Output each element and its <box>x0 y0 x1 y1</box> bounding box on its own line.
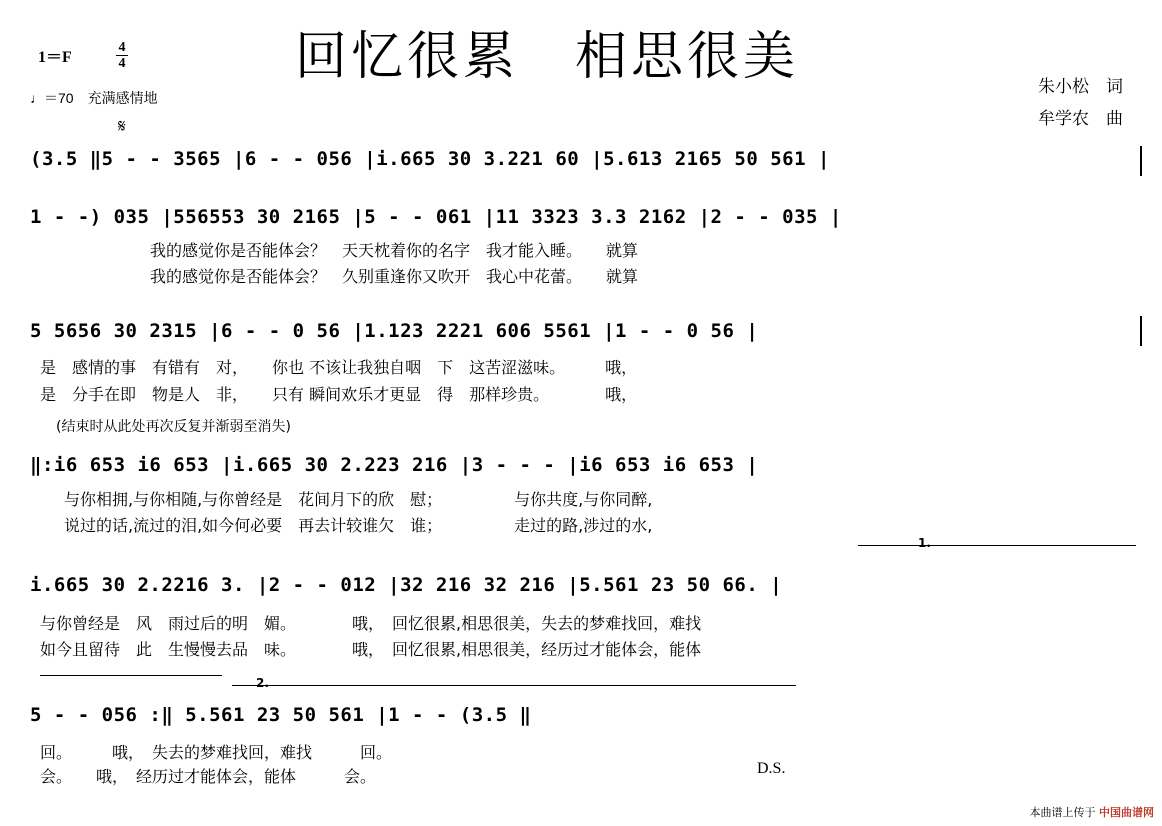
dal-segno-marking: D.S. <box>757 760 786 777</box>
volta-1-bracket <box>858 545 1136 546</box>
song-title: 回忆很累 相思很美 <box>295 27 800 87</box>
composer-credit: 牟学农 曲 <box>1038 109 1123 129</box>
time-signature <box>116 40 128 71</box>
time-signature-top: 4 <box>118 40 126 55</box>
key-signature: 1＝F <box>38 49 72 66</box>
tempo-marking: ♩＝70 充满感情地 <box>30 90 158 106</box>
site-logo[interactable]: 中国曲谱网 <box>1099 806 1154 819</box>
lyrics-line-4-verse-2: 说过的话,流过的泪,如今何必要 再去计较谁欠 谁； 走过的路,涉过的水, <box>64 516 653 535</box>
lyrics-line-4-verse-1: 与你相拥,与你相随,与你曾经是 花间月下的欣 慰； 与你共度,与你同醉, <box>64 490 653 509</box>
segno-icon: 𝄋 <box>118 116 126 137</box>
lyrics-line-6-verse-2: 会。 哦， 经历过才能体会，能体 会。 <box>40 767 377 786</box>
barline <box>1140 146 1142 176</box>
notation-line-3: 5 5656 30 2315 |6 - - 0 56 |1.123 2221 606 5561 |1 - - 0 56 | <box>30 320 759 342</box>
volta-1-continuation <box>40 675 222 676</box>
volta-2-bracket <box>232 685 796 686</box>
performance-note: (结束时从此处再次反复并渐弱至消失) <box>56 419 291 435</box>
footer-prefix: 本曲谱上传于 <box>1029 806 1096 819</box>
notation-line-2: 1 - -) 035 |556553 30 2165 |5 - - 061 |11 3323 3.3 2162 |2 - - 035 | <box>30 206 842 228</box>
lyrics-line-3-verse-2: 是 分手在即 物是人 非， 只有 瞬间欢乐才更显 得 那样珍贵。 哦， <box>40 385 638 404</box>
lyricist-credit: 朱小松 词 <box>1038 77 1123 97</box>
lyrics-line-2-verse-1: 我的感觉你是否能体会？ 天天枕着你的名字 我才能入睡。 就算 <box>150 241 639 260</box>
lyrics-line-5-verse-2: 如今且留待 此 生慢慢去品 味。 哦， 回忆很累,相思很美，经历过才能体会，能体 <box>40 640 702 659</box>
time-signature-bottom: 4 <box>118 56 126 71</box>
lyrics-line-3-verse-1: 是 感情的事 有错有 对， 你也 不该让我独自咽 下 这苦涩滋味。 哦， <box>40 358 638 377</box>
volta-2-label: 2. <box>256 676 269 690</box>
notation-line-1: (3.5 ‖5 - - 3565 |6 - - 056 |i.665 30 3.221 60 |5.613 2165 50 561 | <box>30 148 830 170</box>
lyrics-line-5-verse-1: 与你曾经是 风 雨过后的明 媚。 哦， 回忆很累,相思很美，失去的梦难找回，难找 <box>40 614 702 633</box>
notation-line-5: i.665 30 2.2216 3. |2 - - 012 |32 216 32 216 |5.561 23 50 66. | <box>30 574 783 596</box>
notation-line-6: 5 - - 056 :‖ 5.561 23 50 561 |1 - - (3.5 ‖ <box>30 704 532 726</box>
lyrics-line-6-verse-1: 回。 哦， 失去的梦难找回，难找 回。 <box>40 743 393 762</box>
notation-line-4: ‖:i6 653 i6 653 |i.665 30 2.223 216 |3 - - - |i6 653 i6 653 | <box>30 454 759 476</box>
lyrics-line-2-verse-2: 我的感觉你是否能体会？ 久别重逢你又吹开 我心中花蕾。 就算 <box>150 267 639 286</box>
footer-credit <box>1030 804 1155 820</box>
volta-1-label: 1. <box>918 536 931 550</box>
barline <box>1140 316 1142 346</box>
